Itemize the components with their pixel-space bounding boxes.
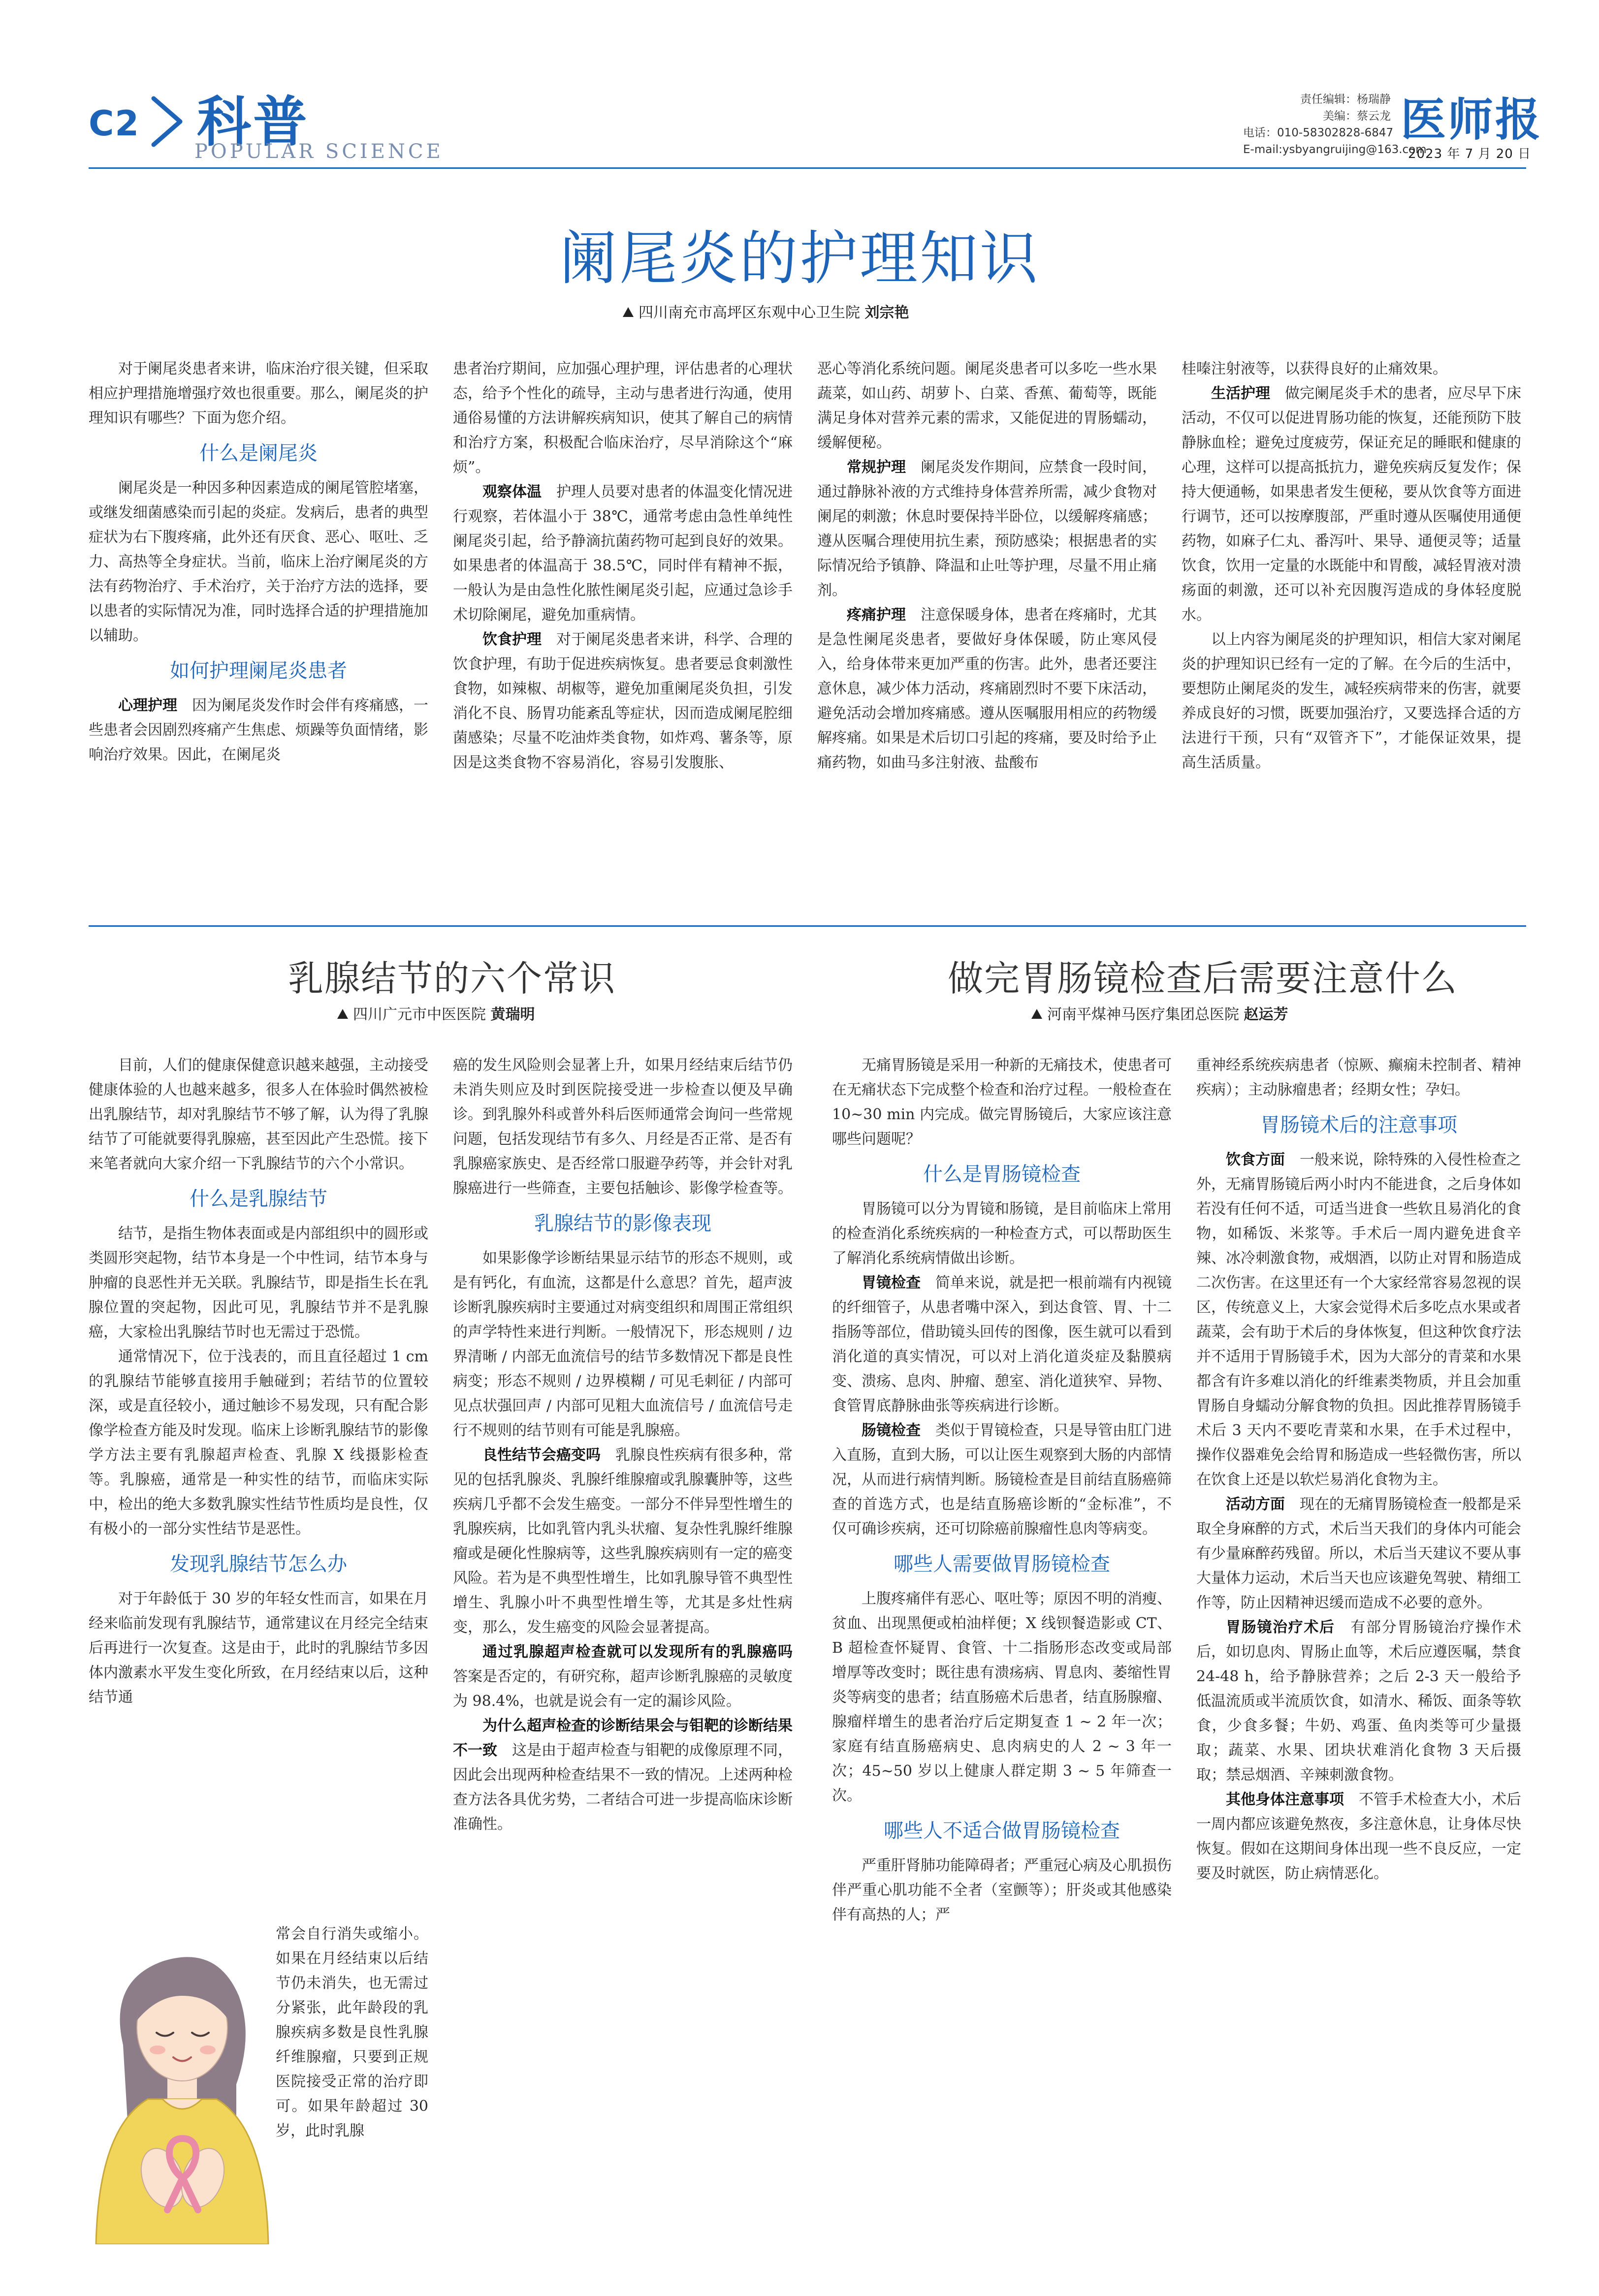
paragraph — [453, 357, 793, 480]
paragraph-text: 对于年龄低于 30 岁的年轻女性而言，如果在月经来临前发现有乳腺结节，通常建议在月经完全结束后再进行一次复查。这是由于，此时的乳腺结节多因体内激素水平发生变化所致，在月经结束以后，这种结节通 — [89, 1590, 428, 1706]
masthead-divider — [89, 167, 1526, 169]
paragraph-lead: 饮食方面 — [1226, 1151, 1285, 1168]
article2-byline — [337, 1002, 535, 1024]
byline-author: 刘宗艳 — [864, 304, 909, 321]
paragraph-text: 不管手术检查大小，术后一周内都应该避免熬夜，多注意休息，让身体尽快恢复。假如在这期间身体出现一些不良反应，一定要及时就医，防止病情恶化。 — [1196, 1791, 1521, 1882]
woman-with-pink-ribbon-icon — [89, 1922, 276, 2244]
article1-byline — [623, 300, 909, 322]
paragraph — [89, 476, 428, 648]
paragraph-text: 因为阑尾炎发作时会伴有疼痛感，一些患者会因剧烈疼痛产生焦虑、烦躁等负面情绪，影响治疗效果。因此，在阑尾炎 — [89, 697, 428, 763]
page-number: C2 — [89, 103, 140, 144]
paragraph: 常会自行消失或缩小。如果在月经结束以后结节仍未消失，也无需过分紧张，此年龄段的乳腺疾病多数是良性乳腺纤维腺瘤，只要到正规医院接受正常的治疗即可。如果年龄超过 30 岁，此时乳腺 — [276, 1925, 428, 2139]
article2-title: 乳腺结节的六个常识 — [288, 958, 616, 999]
paragraph — [817, 603, 1157, 775]
paragraph-text: 重神经系统疾病患者（惊厥、癫痫未控制者、精神疾病）；主动脉瘤患者；经期女性；孕妇。 — [1196, 1057, 1521, 1099]
paragraph-lead: 生活护理 — [1211, 385, 1270, 402]
email-credit: E-mail:ysbyangruijing@163.com — [1243, 143, 1427, 156]
paragraph-text: 患者治疗期间，应加强心理护理，评估患者的心理状态，给予个性化的疏导，主动与患者进行沟通，使用通俗易懂的方法讲解疾病知识，使其了解自己的病情和治疗方案，积极配合临床治疗，尽早消除这个“麻烦”。 — [453, 360, 793, 476]
paragraph-text: 一般来说，除特殊的入侵性检查之外，无痛胃肠镜后两小时内不能进食，之后身体如若没有任何不适，可适当进食一些软且易消化的食物，如稀饭、米浆等。手术后一周内避免进食辛辣、冰冷刺激食物，戒烟酒，以防止对胃和肠造成二次伤害。在这里还有一个大家经常容易忽视的误区，传统意义上，大家会觉得术后多吃点水果或者蔬菜，会有助于术后的身体恢复，但这种饮食疗法并不适用于胃肠镜手术，因为大部分的青菜和水果都含有许多难以消化的纤维素类物质，并且会加重胃肠自身蠕动分解食物的负担。因此推荐胃肠镜手术后 3 天内不要吃青菜和水果，在手术过程中，操作仪器难免会给胃和肠造成一些轻微伤害，所以在饮食上还是以软烂易消化食物为主。 — [1196, 1151, 1521, 1488]
paragraph — [453, 1053, 793, 1201]
byline-org: 河南平煤神马医疗集团总医院 — [1047, 1006, 1239, 1023]
section-heading: 什么是胃肠镜检查 — [923, 1163, 1081, 1186]
section-title: 科普 — [197, 91, 309, 154]
paragraph-lead: 胃镜检查 — [862, 1274, 921, 1291]
paragraph-text: 注意保暖身体，患者在疼痛时，尤其是急性阑尾炎患者，要做好身体保暖，防止寒风侵入，给身体带来更加严重的伤害。此外，患者还要注意休息，减少体力活动，疼痛剧烈时不要下床活动，避免活动会增加疼痛感。遵从医嘱服用相应的药物缓解疼痛。如果是术后切口引起的疼痛，要及时给予止痛药物，如曲马多注射液、盐酸布 — [817, 606, 1157, 771]
article3-column-2 — [1196, 1053, 1521, 2249]
paragraph — [453, 480, 793, 628]
section-heading: 哪些人不适合做胃肠镜检查 — [884, 1820, 1120, 1842]
paragraph — [832, 1271, 1172, 1418]
byline-org: 四川广元市中医医院 — [353, 1006, 486, 1023]
paragraph — [1196, 1788, 1521, 1886]
issue-date: 2023 年 7 月 20 日 — [1408, 147, 1532, 161]
chevron-right-icon — [148, 94, 187, 149]
paragraph — [832, 1197, 1172, 1271]
paragraph-text: 对于阑尾炎患者来讲，临床治疗很关键，但采取相应护理措施增强疗效也很重要。那么，阑尾炎的护理知识有哪些？下面为您介绍。 — [89, 360, 428, 427]
article2-column-1 — [89, 1053, 428, 1919]
article3-title: 做完胃肠镜检查后需要注意什么 — [948, 958, 1458, 999]
paragraph-text: 恶心等消化系统问题。阑尾炎患者可以多吃一些水果蔬菜，如山药、胡萝卜、白菜、香蕉、葡萄等，既能满足身体对营养元素的需求，又能促进的胃肠蠕动，缓解便秘。 — [817, 360, 1157, 451]
paragraph-text: 阑尾炎发作期间，应禁食一段时间，通过静脉补液的方式维持身体营养所需，减少食物对阑尾的刺激；休息时要保持半卧位，以缓解疼痛感；遵从医嘱合理使用抗生素，预防感染；根据患者的实际情况给予镇静、降温和止吐等护理，尽量不用止痛剂。 — [817, 459, 1157, 599]
paragraph-lead: 胃肠镜治疗术后 — [1226, 1619, 1335, 1636]
byline-author: 黄瑞明 — [490, 1006, 535, 1023]
article2-column-2 — [453, 1053, 793, 2249]
triangle-icon — [623, 307, 634, 317]
paragraph-text: 阑尾炎是一种因多种因素造成的阑尾管腔堵塞，或继发细菌感染而引起的炎症。发病后，患者的典型症状为右下腹疼痛，此外还有厌食、恶心、呕吐、乏力、高热等全身症状。当前，临床上治疗阑尾炎的方法有药物治疗、手术治疗，关于治疗方法的选择，要以患者的实际情况为准，同时选择合适的护理措施加以辅助。 — [89, 479, 428, 644]
paragraph — [89, 693, 428, 767]
newspaper-logo: 医师报 — [1401, 94, 1543, 146]
paragraph — [832, 1854, 1172, 1927]
paragraph — [453, 1246, 793, 1443]
paragraph-text: 通常情况下，位于浅表的，而且直径超过 1 cm 的乳腺结节能够直接用手触碰到；若结节的位置较深，或是直径较小，通过触诊不易发现，只有配合影像学检查方能及时发现。临床上诊断乳腺结节的影像学方法主要有乳腺超声检查、乳腺 X 线摄影检查等。乳腺癌，通常是一种实性的结节，而临床实际中，检出的绝大多数乳腺实性结节性质均是良性，仅有极小的一部分实性结节是恶性。 — [89, 1348, 428, 1538]
paragraph-text: 目前，人们的健康保健意识越来越强，主动接受健康体验的人也越来越多，很多人在体验时偶然被检出乳腺结节，却对乳腺结节不够了解，认为得了乳腺结节了可能就要得乳腺癌，甚至因此产生恐慌。接下来笔者就向大家介绍一下乳腺结节的六个小常识。 — [89, 1057, 428, 1172]
section-heading: 哪些人需要做胃肠镜检查 — [894, 1553, 1110, 1575]
byline-author: 赵运芳 — [1244, 1006, 1288, 1023]
paragraph — [1182, 381, 1521, 628]
paragraph — [1196, 1148, 1521, 1492]
paragraph — [817, 455, 1157, 603]
paragraph-text: 癌的发生风险则会显著上升，如果月经结束后结节仍未消失则应及时到医院接受进一步检查以便及早确诊。到乳腺外科或普外科后医师通常会询问一些常规问题，包括发现结节有多久、月经是否正常、是否有乳腺癌家族史、是否经常口服避孕药等，并会针对乳腺癌进行一些筛查，主要包括触诊、影像学检查等。 — [453, 1057, 793, 1197]
paragraph — [89, 1345, 428, 1541]
paragraph — [1196, 1053, 1521, 1102]
article1-column-1 — [89, 357, 428, 908]
paragraph-text: 类似于胃镜检查，只是导管由肛门进入直肠，直到大肠，可以让医生观察到大肠的内部情况，从而进行病情判断。肠镜检查是目前结直肠癌筛查的首选方式，也是结直肠癌诊断的“金标准”，不仅可确诊疾病，还可切除癌前腺瘤性息肉等病变。 — [832, 1422, 1172, 1538]
section-subtitle: POPULAR SCIENCE — [194, 140, 444, 163]
paragraph-text: 现在的无痛胃肠镜检查一般都是采取全身麻醉的方式，术后当天我们的身体内可能会有少量麻醉药残留。所以，术后当天建议不要从事大量体力运动，术后当天也应该避免驾驶、精细工作等，防止因精神迟缓而造成不必要的意外。 — [1196, 1496, 1521, 1611]
paragraph-text: 如果影像学诊断结果显示结节的形态不规则，或是有钙化，有血流，这都是什么意思？首先，超声波诊断乳腺疾病时主要通过对病变组织和周围正常组织的声学特性来进行判断。一般情况下，形态规则 / 边界清晰 / 内部无血流信号的结节多数情况下都是良性病变；形态不规则 / 边界模糊 / 可见毛刺征 / 内部可见点状强回声 / 内部可见粗大血流信号 / 血流信号走行不规则的结节则有可能是乳腺癌。 — [453, 1250, 793, 1439]
paragraph — [453, 1443, 793, 1640]
article1-column-3 — [817, 357, 1157, 908]
paragraph-text: 上腹疼痛伴有恶心、呕吐等；原因不明的消瘦、贫血、出现黑便或柏油样便；X 线钡餐造影或 CT、B 超检查怀疑胃、食管、十二指肠形态改变或局部增厚等改变时；既往患有溃疡病、胃息肉、萎缩性胃炎等病变的患者；结直肠癌术后患者，结直肠腺瘤、腺瘤样增生的患者治疗后定期复查 1 ~ 2 年一次；家庭有结直肠癌病史、息肉病史的人 2 ~ 3 年一次；45~50 岁以上健康人群定期 3 ~ 5 年筛查一次。 — [832, 1590, 1172, 1804]
article-divider — [89, 925, 1526, 927]
paragraph — [453, 1714, 793, 1837]
paragraph-text: 做完阑尾炎手术的患者，应尽早下床活动，不仅可以促进胃肠功能的恢复，还能预防下肢静脉血栓；避免过度疲劳，保证充足的睡眠和健康的心理，这样可以提高抵抗力，避免疾病反复发作；保持大便通畅，如果患者发生便秘，要从饮食等方面进行调节，还可以按摩腹部，严重时遵从医嘱使用通便药物，如麻子仁丸、番泻叶、果导、通便灵等；适量饮食，饮用一定量的水既能中和胃酸，减轻胃液对溃疡面的刺激，还可以补充因腹泻造成的身体轻度脱水。 — [1182, 385, 1521, 624]
paragraph-lead: 良性结节会癌变吗 — [482, 1447, 601, 1464]
designer-credit: 美编：蔡云龙 — [1323, 110, 1391, 123]
article3-column-1 — [832, 1053, 1172, 2249]
paragraph — [89, 1053, 428, 1176]
paragraph-text: 这是由于超声检查与钼靶的成像原理不同，因此会出现两种检查结果不一致的情况。上述两种检查方法各具优劣势，二者结合可进一步提高临床诊断准确性。 — [453, 1742, 793, 1833]
paragraph — [832, 1053, 1172, 1152]
article3-byline — [1031, 1002, 1288, 1024]
paragraph-text: 严重肝肾肺功能障碍者；严重冠心病及心肌损伤伴严重心肌功能不全者（室颤等）；肝炎或其他感染伴有高热的人；严 — [832, 1857, 1172, 1923]
article1-column-2 — [453, 357, 793, 908]
paragraph — [817, 357, 1157, 455]
section-heading: 胃肠镜术后的注意事项 — [1260, 1114, 1457, 1136]
paragraph-lead: 活动方面 — [1226, 1496, 1285, 1513]
paragraph-lead: 观察体温 — [482, 483, 542, 501]
paragraph-lead: 常规护理 — [847, 459, 906, 476]
paragraph — [832, 1587, 1172, 1808]
paragraph-lead: 肠镜检查 — [862, 1422, 921, 1439]
article1-title: 阑尾炎的护理知识 — [559, 224, 1040, 292]
paragraph — [453, 628, 793, 775]
paragraph-lead: 疼痛护理 — [847, 606, 906, 624]
section-heading: 发现乳腺结节怎么办 — [170, 1553, 347, 1575]
paragraph-lead: 饮食护理 — [482, 631, 542, 648]
paragraph-lead: 通过乳腺超声检查就可以发现所有的乳腺癌吗 — [482, 1643, 793, 1661]
section-heading: 如何护理阑尾炎患者 — [170, 660, 347, 682]
article1-column-4 — [1182, 357, 1521, 908]
editorial-credits — [1243, 91, 1427, 158]
paragraph-text: 护理人员要对患者的体温变化情况进行观察，若体温小于 38℃，通常考虑由急性单纯性阑尾炎引起，给予静滴抗菌药物可起到良好的效果。如果患者的体温高于 38.5℃，同时伴有精神不振，一般认为是由急性化脓性阑尾炎引起，应通过急诊手术切除阑尾，避免加重病情。 — [453, 483, 793, 624]
paragraph — [453, 1640, 793, 1714]
paragraph — [1182, 628, 1521, 775]
paragraph-text: 桂嗪注射液等，以获得良好的止痛效果。 — [1182, 360, 1447, 377]
paragraph-lead: 其他身体注意事项 — [1226, 1791, 1344, 1808]
byline-org: 四川南充市高坪区东观中心卫生院 — [639, 304, 860, 321]
phone-credit: 电话：010-58302828-6847 — [1243, 126, 1394, 139]
article2-column-1-wrap — [276, 1922, 428, 2247]
editor-credit: 责任编辑：杨瑞静 — [1300, 93, 1391, 106]
triangle-icon — [1031, 1009, 1042, 1019]
paragraph-text: 无痛胃肠镜是采用一种新的无痛技术，使患者可在无痛状态下完成整个检查和治疗过程。一般检查在 10~30 min 内完成。做完胃肠镜后，大家应该注意哪些问题呢？ — [832, 1057, 1172, 1148]
paragraph — [89, 1222, 428, 1345]
paragraph — [832, 1418, 1172, 1541]
section-heading: 什么是阑尾炎 — [199, 442, 318, 465]
paragraph-text: 有部分胃肠镜治疗操作术后，如切息肉、胃肠止血等，术后应遵医嘱，禁食 24-48 h，给予静脉营养；之后 2-3 天一般给予低温流质或半流质饮食，如清水、稀饭、面条等软食，少食多餐；牛奶、鸡蛋、鱼肉类等可少量摄取；蔬菜、水果、团块状难消化食物 3 天后摄取；禁忌烟酒、辛辣刺激食物。 — [1196, 1619, 1521, 1784]
paragraph-text: 乳腺良性疾病有很多种，常见的包括乳腺炎、乳腺纤维腺瘤或乳腺囊肿等，这些疾病几乎都不会发生癌变。一部分不伴异型性增生的乳腺疾病，比如乳管内乳头状瘤、复杂性乳腺纤维腺瘤或是硬化性腺病等，这些乳腺疾病则有一定的癌变风险。若为是不典型性增生，比如乳腺导管不典型性增生、乳腺小叶不典型性增生等，尤其是多灶性病变，那么，发生癌变的风险会显著提高。 — [453, 1447, 793, 1636]
paragraph — [1182, 357, 1521, 381]
paragraph-text: 对于阑尾炎患者来讲，科学、合理的饮食护理，有助于促进疾病恢复。患者要忌食刺激性食物，如辣椒、胡椒等，避免加重阑尾炎负担，引发消化不良、肠胃功能紊乱等症状，因而造成阑尾腔细菌感染；尽量不吃油炸类食物，如炸鸡、薯条等，原因是这类食物不容易消化，容易引发腹胀、 — [453, 631, 793, 771]
paragraph-text: 以上内容为阑尾炎的护理知识，相信大家对阑尾炎的护理知识已经有一定的了解。在今后的生活中，要想防止阑尾炎的发生，减轻疾病带来的伤害，就要养成良好的习惯，既要加强治疗，又要选择合适的方法进行干预，只有“双管齐下”，才能保证效果，提高生活质量。 — [1182, 631, 1521, 771]
paragraph — [89, 1587, 428, 1710]
paragraph-lead: 心理护理 — [118, 697, 177, 714]
paragraph-text: 简单来说，就是把一根前端有内视镜的纤细管子，从患者嘴中深入，到达食管、胃、十二指肠等部位，借助镜头回传的图像，医生就可以看到消化道的真实情况，可以对上消化道炎症及黏膜病变、溃疡、息肉、肿瘤、憩室、消化道狭窄、异物、食管胃底静脉曲张等疾病进行诊断。 — [832, 1274, 1172, 1415]
paragraph — [1196, 1615, 1521, 1788]
section-heading: 什么是乳腺结节 — [190, 1188, 327, 1210]
section-heading: 乳腺结节的影像表现 — [534, 1212, 711, 1235]
paragraph-text: 答案是否定的，有研究称，超声诊断乳腺癌的灵敏度为 98.4%，也就是说会有一定的漏诊风险。 — [453, 1668, 793, 1710]
paragraph-text: 胃肠镜可以分为胃镜和肠镜，是目前临床上常用的检查消化系统疾病的一种检查方式，可以帮助医生了解消化系统病情做出诊断。 — [832, 1200, 1172, 1267]
triangle-icon — [337, 1009, 348, 1019]
paragraph — [89, 357, 428, 431]
paragraph — [1196, 1492, 1521, 1615]
paragraph-lead: 为什么超声检查的诊断结果会与钼靶的诊断结果不一致 — [453, 1717, 793, 1759]
paragraph-text: 结节，是指生物体表面或是内部组织中的圆形或类圆形突起物，结节本身是一个中性词，结节本身与肿瘤的良恶性并无关联。乳腺结节，即是指生长在乳腺位置的突起物，因此可见，乳腺结节并不是乳腺癌，大家检出乳腺结节时也无需过于恐慌。 — [89, 1225, 428, 1341]
